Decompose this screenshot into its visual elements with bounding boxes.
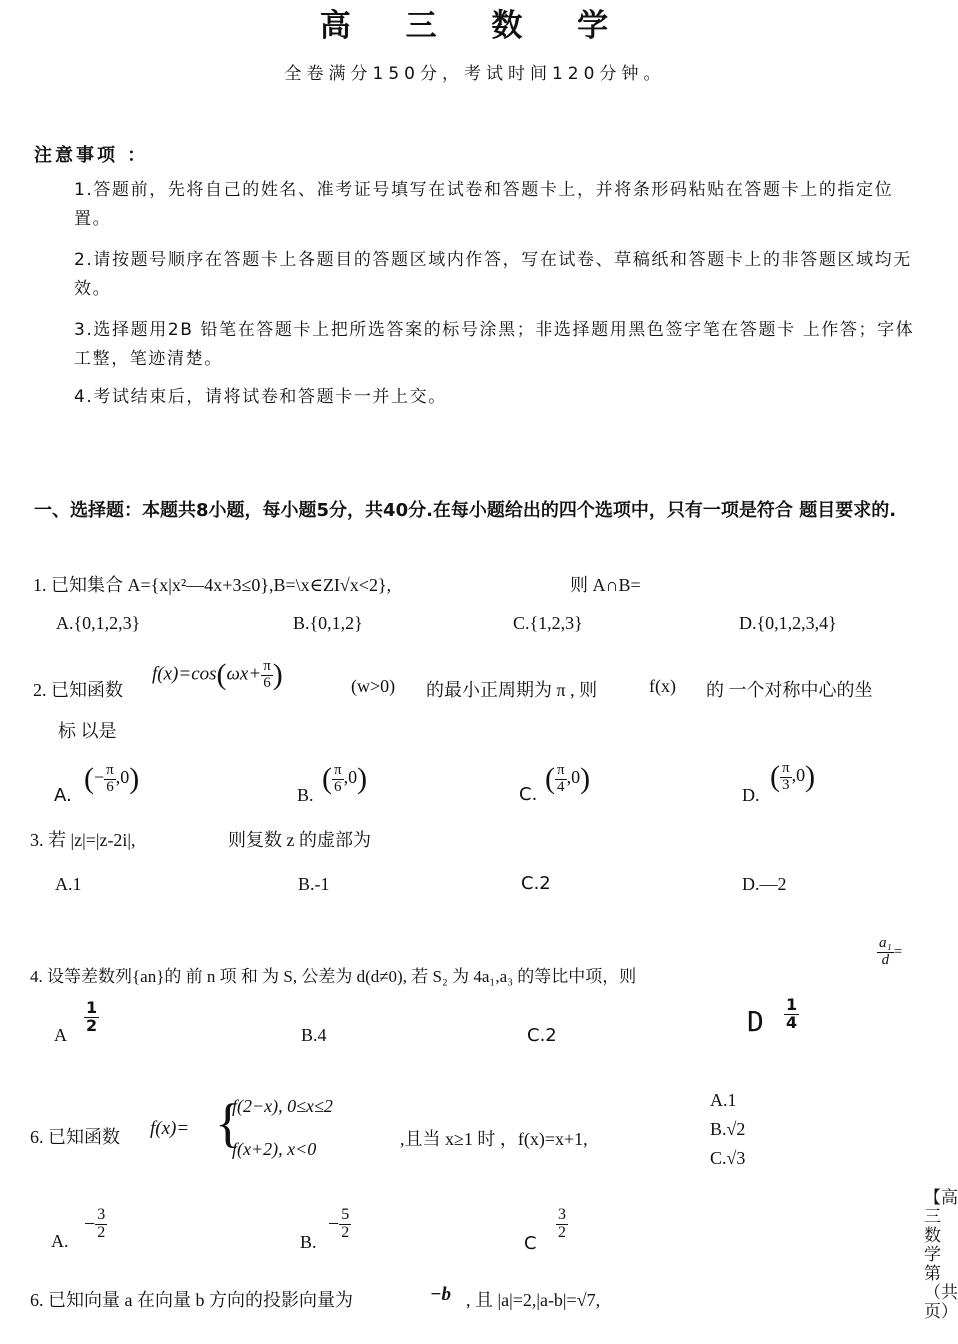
q4-option-b: B.4 (301, 1025, 327, 1045)
q3-tail: 则复数 z 的虚部为 (228, 830, 371, 850)
q6a-option-a: − $\frac{3}{2}$ (84, 1206, 106, 1241)
q1-option-b: B.{0,1,2} (293, 613, 363, 633)
q4-option-c: C.2 (527, 1025, 557, 1046)
q6a-option-b-label: B. (300, 1232, 317, 1252)
q6b-vector: −b (430, 1284, 452, 1305)
q2-condition: (w>0) (351, 676, 396, 696)
q4-option-d: $\frac{1}{4}$ (786, 995, 798, 1032)
q2-option-d: ( $\frac{\pi}{3}$ ,0) (770, 759, 816, 793)
q6a-prefix: 6. 已知函数 (30, 1127, 120, 1147)
q2-option-d-label: D. (742, 785, 760, 805)
q4-option-a-label: A (54, 1025, 67, 1045)
notice-item-1: 1.答题前，先将自己的姓名、准考证号填写在试卷和答题卡上，并将条形码粘贴在答题卡上的指定位置。 (74, 180, 894, 229)
notice-item-3: 3.选择题用2B 铅笔在答题卡上把所选答案的标号涂黑；非选择题用黑色签字笔在答题卡 上作答；字体工整，笔迹清楚。 (74, 320, 915, 369)
q6a-case1: f(2−x), 0≤x≤2 (232, 1096, 333, 1116)
q6a-option-c-label: C (524, 1233, 537, 1254)
section-heading: 一、选择题：本题共8小题，每小题5分，共40分.在每小题给出的四个选项中，只有一项是符合 题目要求的. (34, 500, 897, 521)
q2-fx: f(x) (649, 676, 676, 696)
q2-pi: π (263, 657, 271, 674)
q3-option-c: C.2 (521, 873, 551, 894)
q6a-lhs: f(x)= (150, 1118, 190, 1139)
q1-option-d: D.{0,1,2,3,4} (739, 613, 837, 633)
q2-six: 6 (263, 674, 271, 691)
q3-option-b: B.-1 (298, 874, 330, 894)
q2-option-c: ( $\frac{\pi}{4}$ ,0) (545, 761, 591, 795)
q2-text1: 的最小正周期为 π , 则 (426, 680, 598, 700)
q2-option-a-label: A. (54, 785, 72, 806)
q2-prefix: 2. 已知函数 (33, 680, 123, 700)
q2-option-b: ( $\frac{\pi}{6}$ ,0) (322, 761, 368, 795)
q6a-option-b: − $\frac{5}{2}$ (328, 1206, 350, 1241)
q6a-side-option-b: B.√2 (710, 1119, 746, 1139)
q1-option-a: A.{0,1,2,3} (56, 613, 141, 633)
q4-option-d-label: D (747, 1005, 764, 1038)
q2-option-c-label: C. (519, 784, 538, 805)
notice-item-4: 4.考试结束后，请将试卷和答题卡一并上交。 (74, 387, 447, 407)
q3-stem: 3. 若 |z|=|z-2i|, (30, 830, 136, 850)
page-subtitle: 全卷满分150分，考试时间120分钟。 (284, 64, 666, 84)
q6a-side-option-a: A.1 (710, 1090, 737, 1110)
notice-heading: 注意事项 ： (34, 145, 149, 166)
q2-option-a: (− $\frac{\pi}{6}$ ,0) (84, 761, 140, 795)
q6a-option-c: $\frac{3}{2}$ (558, 1206, 566, 1241)
q3-option-d: D.—2 (742, 874, 787, 894)
q2-formula-lhs: f(x)=cos (152, 663, 217, 685)
q6b-tail: , 且 |a|=2,|a-b|=√7, (466, 1290, 601, 1310)
q2-formula-inner: ωx+ (226, 663, 262, 685)
q2-text2: 的 一个对称中心的坐 (706, 680, 873, 700)
q2-line2: 标 以是 (58, 721, 117, 741)
side-page-note: 【高三数学第（共页） (924, 1188, 958, 1321)
q6a-tail: ,且当 x≥1 时 ，f(x)=x+1, (400, 1129, 588, 1149)
q3-option-a: A.1 (55, 874, 82, 894)
q1-stem: 1. 已知集合 A={x|x²—4x+3≤0},B=\x∈ZI√x<2}, (33, 575, 392, 595)
q4-fraction: $\frac{\text{a₁}}{d}$ = (879, 935, 903, 968)
q4-option-a: $\frac{1}{2}$ (86, 998, 98, 1035)
q6b-stem: 6. 已知向量 a 在向量 b 方向的投影向量为 (30, 1290, 353, 1310)
q6a-side-option-c: C.√3 (710, 1148, 746, 1168)
q6a-brace: { (215, 1093, 241, 1153)
page-title: 高 三 数 学 (319, 8, 631, 44)
q2-option-b-label: B. (297, 785, 314, 805)
q6a-option-a-label: A. (51, 1231, 69, 1251)
q6a-case2: f(x+2), x<0 (232, 1139, 317, 1159)
q1-option-c: C.{1,2,3} (513, 613, 583, 633)
q1-tail: 则 A∩B= (570, 575, 641, 595)
q2-formula: f(x)=cos(ωx+ $\frac{\pi}{6}$ ) (152, 657, 283, 691)
q4-stem: 4. 设等差数列{an}的 前 n 项 和 为 S, 公差为 d(d≠0), 若 S₂ 为 4a₁,a₃ 的等比中项，则 (30, 967, 637, 986)
notice-item-2: 2.请按题号顺序在答题卡上各题目的答题区域内作答，写在试卷、草稿纸和答题卡上的非答题区域均无效。 (74, 250, 912, 299)
